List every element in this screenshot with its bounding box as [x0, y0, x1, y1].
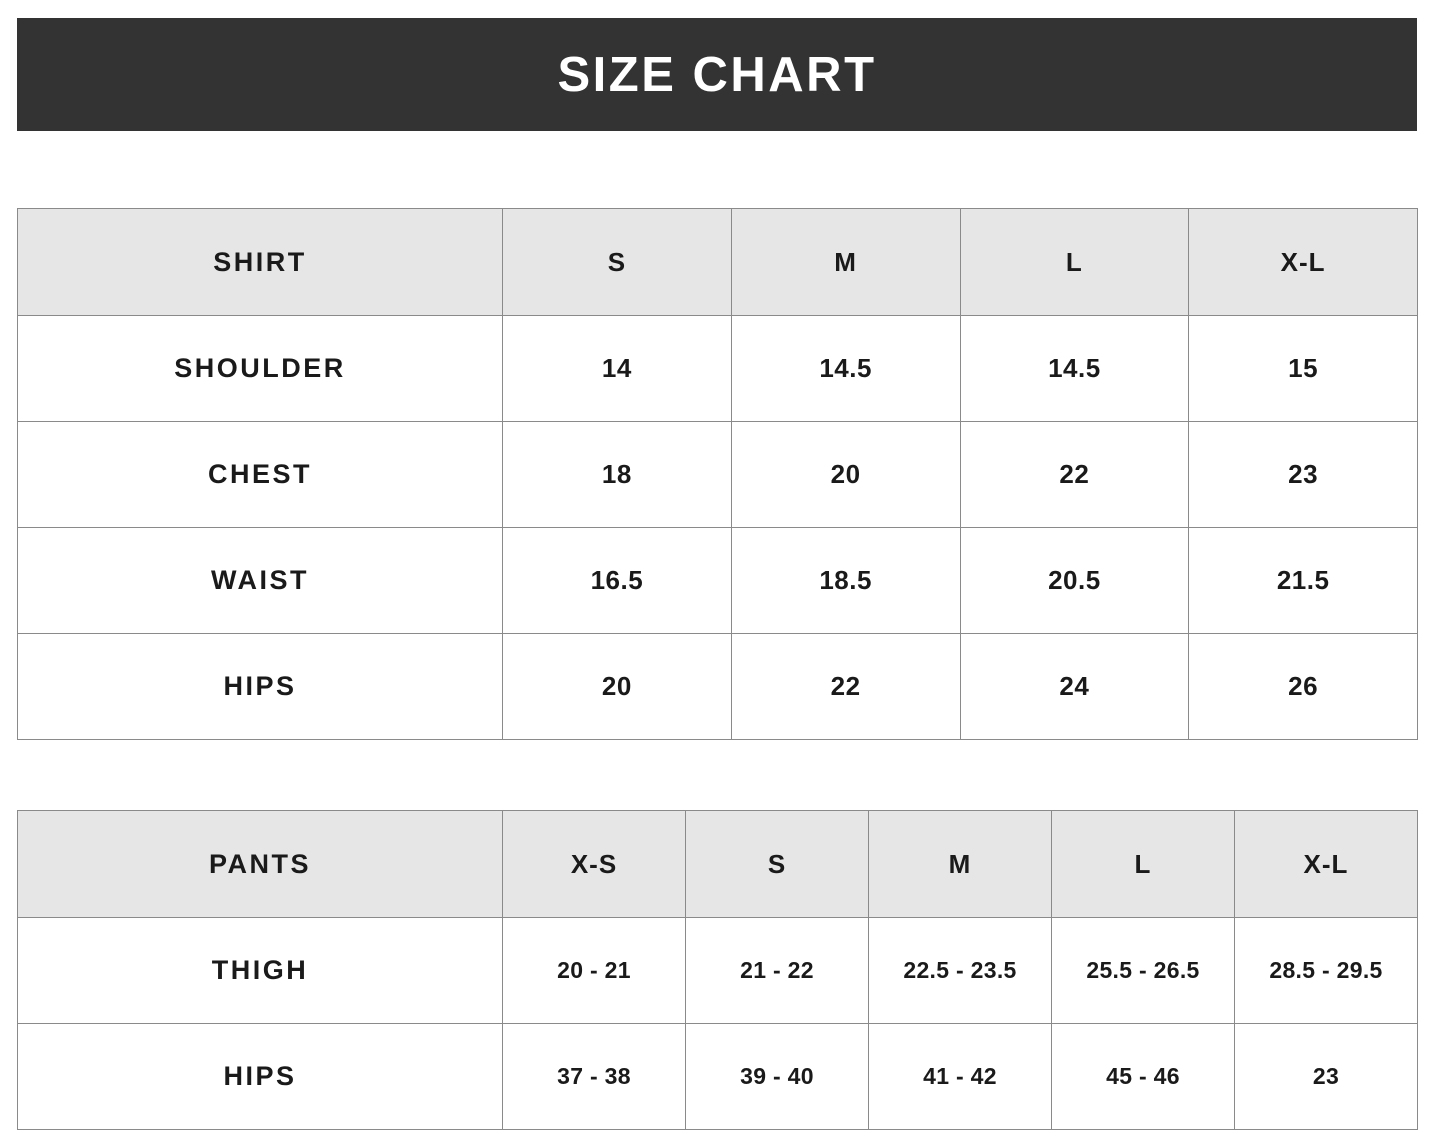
pants-size-header-l: L: [1052, 811, 1235, 918]
shirt-hips-m: 22: [731, 634, 960, 740]
shirt-hips-l: 24: [960, 634, 1189, 740]
pants-size-header-xs: X-S: [503, 811, 686, 918]
page-header-banner: [17, 18, 1417, 131]
shirt-size-header-s: S: [503, 209, 732, 316]
pants-thigh-xl: 28.5 - 29.5: [1235, 918, 1418, 1024]
pants-thigh-s: 21 - 22: [686, 918, 869, 1024]
pants-thigh-m: 22.5 - 23.5: [869, 918, 1052, 1024]
shirt-size-header-l: L: [960, 209, 1189, 316]
shirt-waist-l: 20.5: [960, 528, 1189, 634]
page-title: SIZE CHART: [557, 47, 877, 102]
pants-hips-l: 45 - 46: [1052, 1024, 1235, 1130]
table-row: [18, 634, 1418, 740]
pants-size-header-s: S: [686, 811, 869, 918]
shirt-chest-m: 20: [731, 422, 960, 528]
shirt-row-label-shoulder: SHOULDER: [18, 316, 503, 422]
shirt-row-label-hips: HIPS: [18, 634, 503, 740]
pants-thigh-xs: 20 - 21: [503, 918, 686, 1024]
pants-hips-s: 39 - 40: [686, 1024, 869, 1130]
shirt-waist-xl: 21.5: [1189, 528, 1418, 634]
shirt-shoulder-xl: 15: [1189, 316, 1418, 422]
pants-table-label-header: PANTS: [18, 811, 503, 918]
pants-size-table: [17, 810, 1418, 1130]
pants-row-label-thigh: THIGH: [18, 918, 503, 1024]
pants-size-header-xl: X-L: [1235, 811, 1418, 918]
table-header-row: [18, 209, 1418, 316]
table-row: [18, 1024, 1418, 1130]
pants-thigh-l: 25.5 - 26.5: [1052, 918, 1235, 1024]
shirt-row-label-chest: CHEST: [18, 422, 503, 528]
table-row: [18, 528, 1418, 634]
shirt-shoulder-s: 14: [503, 316, 732, 422]
shirt-size-header-m: M: [731, 209, 960, 316]
shirt-shoulder-l: 14.5: [960, 316, 1189, 422]
table-row: [18, 316, 1418, 422]
shirt-waist-s: 16.5: [503, 528, 732, 634]
pants-size-header-m: M: [869, 811, 1052, 918]
pants-hips-xl: 23: [1235, 1024, 1418, 1130]
table-header-row: [18, 811, 1418, 918]
shirt-chest-s: 18: [503, 422, 732, 528]
shirt-hips-s: 20: [503, 634, 732, 740]
shirt-size-table: [17, 208, 1418, 740]
shirt-chest-xl: 23: [1189, 422, 1418, 528]
shirt-row-label-waist: WAIST: [18, 528, 503, 634]
pants-row-label-hips: HIPS: [18, 1024, 503, 1130]
table-row: [18, 422, 1418, 528]
pants-hips-m: 41 - 42: [869, 1024, 1052, 1130]
shirt-chest-l: 22: [960, 422, 1189, 528]
shirt-shoulder-m: 14.5: [731, 316, 960, 422]
shirt-size-header-xl: X-L: [1189, 209, 1418, 316]
shirt-waist-m: 18.5: [731, 528, 960, 634]
shirt-table-label-header: SHIRT: [18, 209, 503, 316]
table-row: [18, 918, 1418, 1024]
pants-hips-xs: 37 - 38: [503, 1024, 686, 1130]
shirt-hips-xl: 26: [1189, 634, 1418, 740]
